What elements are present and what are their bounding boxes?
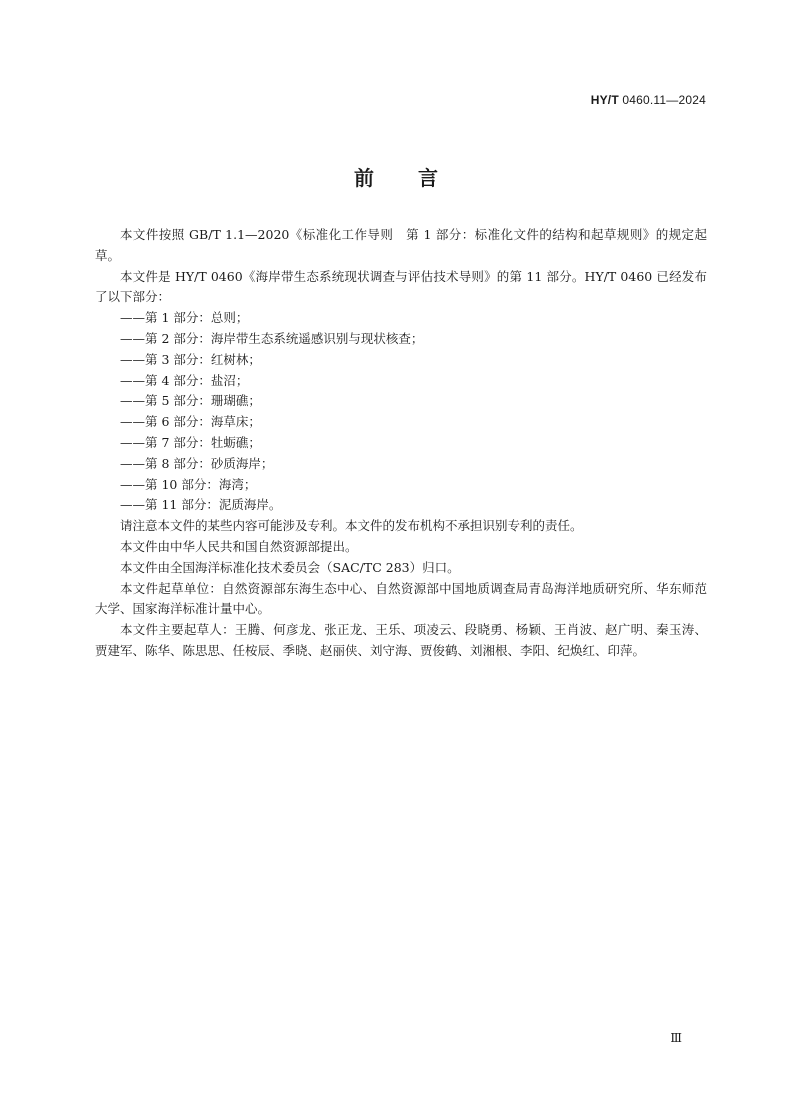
list-item: ——第 3 部分：红树林； xyxy=(120,351,261,367)
paragraph-under-jurisdiction: 本文件由全国海洋标准化技术委员会（SAC/TC 283）归口。 xyxy=(120,559,460,575)
paragraph-drafting-basis: 本文件按照 GB/T 1.1—2020《标准化工作导则 第 1 部分：标准化文件的结构和起草规则》的规定起草。 xyxy=(95,227,707,263)
paragraph-series-info: 本文件是 HY/T 0460《海岸带生态系统现状调查与评估技术导则》的第 11 部分。HY/T 0460 已经发布了以下部分： xyxy=(95,268,707,305)
list-item: ——第 6 部分：海草床； xyxy=(120,414,261,430)
document-code-number: 0460.11—2024 xyxy=(622,93,706,107)
list-item: ——第 8 部分：砂质海岸； xyxy=(120,455,274,471)
paragraph-main-drafters: 本文件主要起草人：王腾、何彦龙、张正龙、王乐、项凌云、段晓勇、杨颖、王肖波、赵广明、秦玉涛、贾建军、陈华、陈思思、任桉辰、季晓、赵丽侠、刘守海、贾俊鹤、刘湘根、李阳、纪焕红、印萍。 xyxy=(95,622,707,658)
paragraph-patent-notice: 请注意本文件的某些内容可能涉及专利。本文件的发布机构不承担识别专利的责任。 xyxy=(120,518,583,534)
list-item: ——第 11 部分：泥质海岸。 xyxy=(120,497,282,513)
list-item: ——第 1 部分：总则； xyxy=(120,310,249,326)
document-code-prefix: HY/T xyxy=(590,93,619,107)
page-number: Ⅲ xyxy=(670,1031,682,1045)
document-code xyxy=(591,93,706,107)
page-title: 前言 xyxy=(354,166,482,190)
foreword-body xyxy=(95,225,707,662)
paragraph-drafting-units: 本文件起草单位：自然资源部东海生态中心、自然资源部中国地质调查局青岛海洋地质研究所、华东师范大学、国家海洋标准计量中心。 xyxy=(95,580,707,617)
list-item: ——第 5 部分：珊瑚礁； xyxy=(120,393,261,409)
paragraph-proposed-by: 本文件由中华人民共和国自然资源部提出。 xyxy=(120,538,358,554)
list-item: ——第 10 部分：海湾； xyxy=(120,476,257,492)
published-parts-list xyxy=(95,308,707,516)
list-item: ——第 2 部分：海岸带生态系统遥感识别与现状核查； xyxy=(120,330,424,346)
list-item: ——第 7 部分：牡蛎礁； xyxy=(120,434,261,450)
list-item: ——第 4 部分：盐沼； xyxy=(120,372,249,388)
